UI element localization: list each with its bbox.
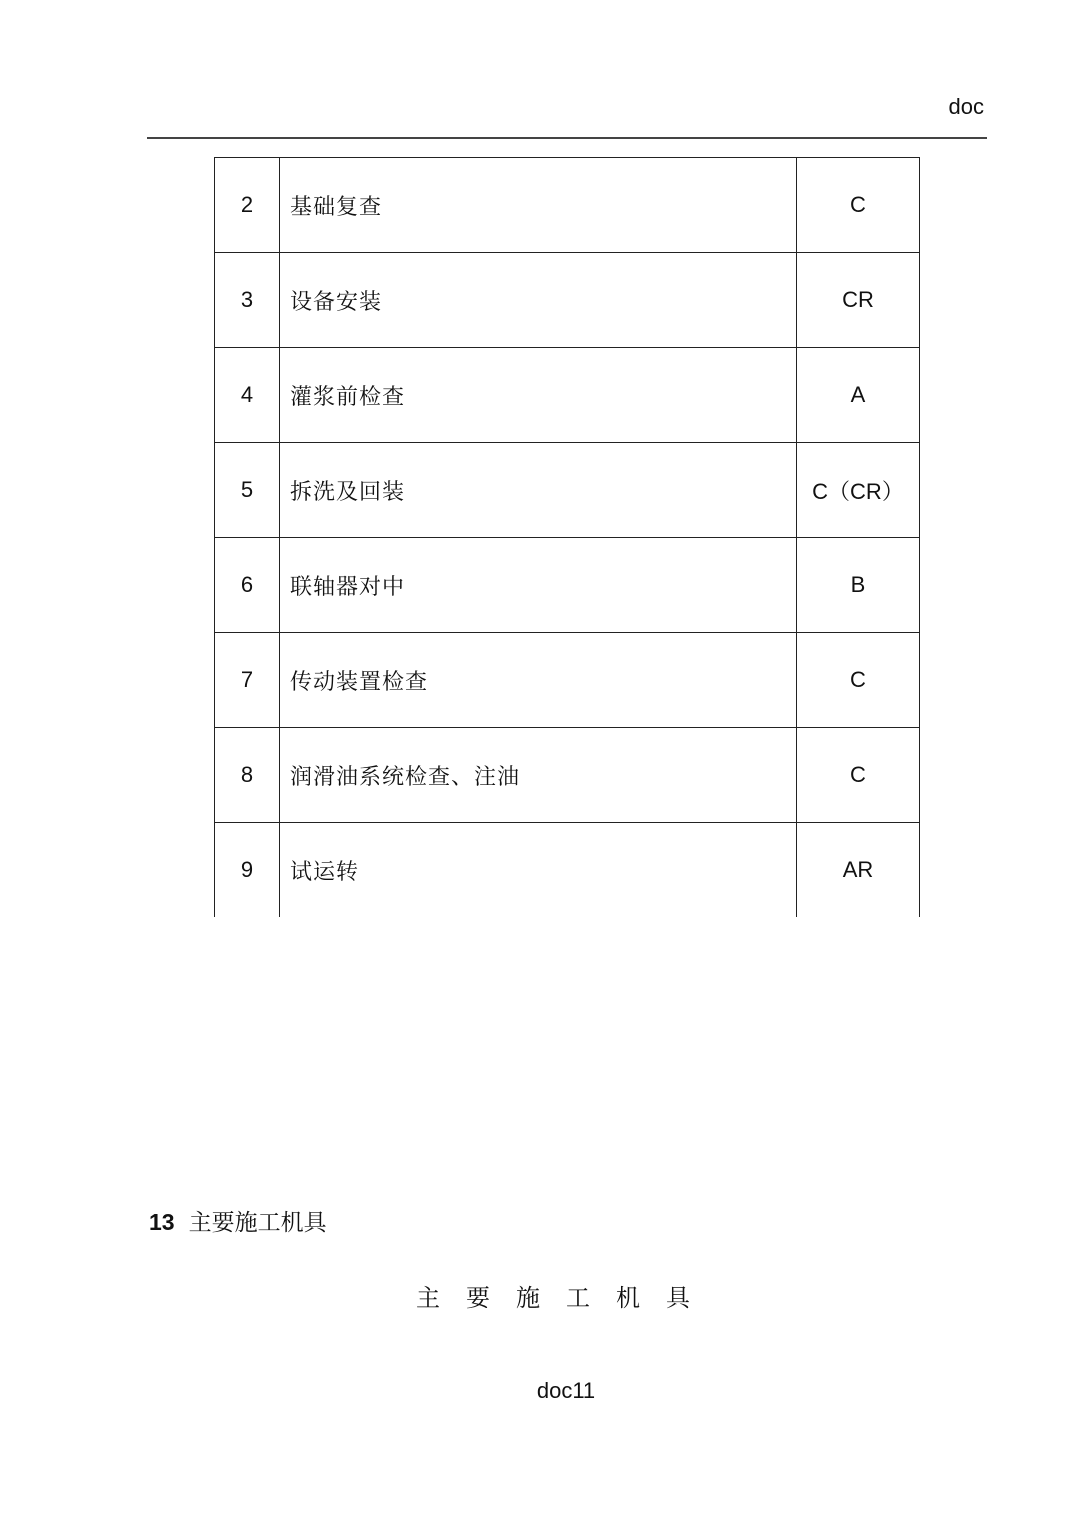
inspection-item: 传动装置检查 [280,633,797,728]
table-row [215,253,920,348]
table-row [215,443,920,538]
control-level: CR [797,253,920,348]
section-number: 13 [149,1209,175,1235]
header-divider [147,137,987,139]
table-row [215,158,920,253]
row-number: 4 [215,348,280,443]
control-level: C [797,633,920,728]
row-number: 9 [215,823,280,918]
row-number: 3 [215,253,280,348]
section-title: 主要施工机具 [188,1210,327,1236]
section-heading [149,1206,327,1239]
row-number: 5 [215,443,280,538]
inspection-table [214,157,920,917]
control-level: C [797,728,920,823]
inspection-item: 基础复查 [280,158,797,253]
inspection-item: 联轴器对中 [280,538,797,633]
inspection-item: 润滑油系统检查、注油 [280,728,797,823]
control-level: C [797,158,920,253]
inspection-item: 试运转 [280,823,797,918]
table-row [215,823,920,918]
control-level: A [797,348,920,443]
inspection-item: 灌浆前检查 [280,348,797,443]
inspection-item: 拆洗及回装 [280,443,797,538]
table-row [215,633,920,728]
control-level: AR [797,823,920,918]
control-level: C（CR） [797,443,920,538]
table-caption: 主要施工机具 [416,1284,716,1312]
table-row [215,728,920,823]
page-header-text: doc [948,94,984,119]
row-number: 7 [215,633,280,728]
control-level: B [797,538,920,633]
table-row [215,538,920,633]
page-footer-text: doc11 [536,1378,596,1403]
row-number: 6 [215,538,280,633]
table-row [215,348,920,443]
inspection-item: 设备安装 [280,253,797,348]
row-number: 8 [215,728,280,823]
row-number: 2 [215,158,280,253]
